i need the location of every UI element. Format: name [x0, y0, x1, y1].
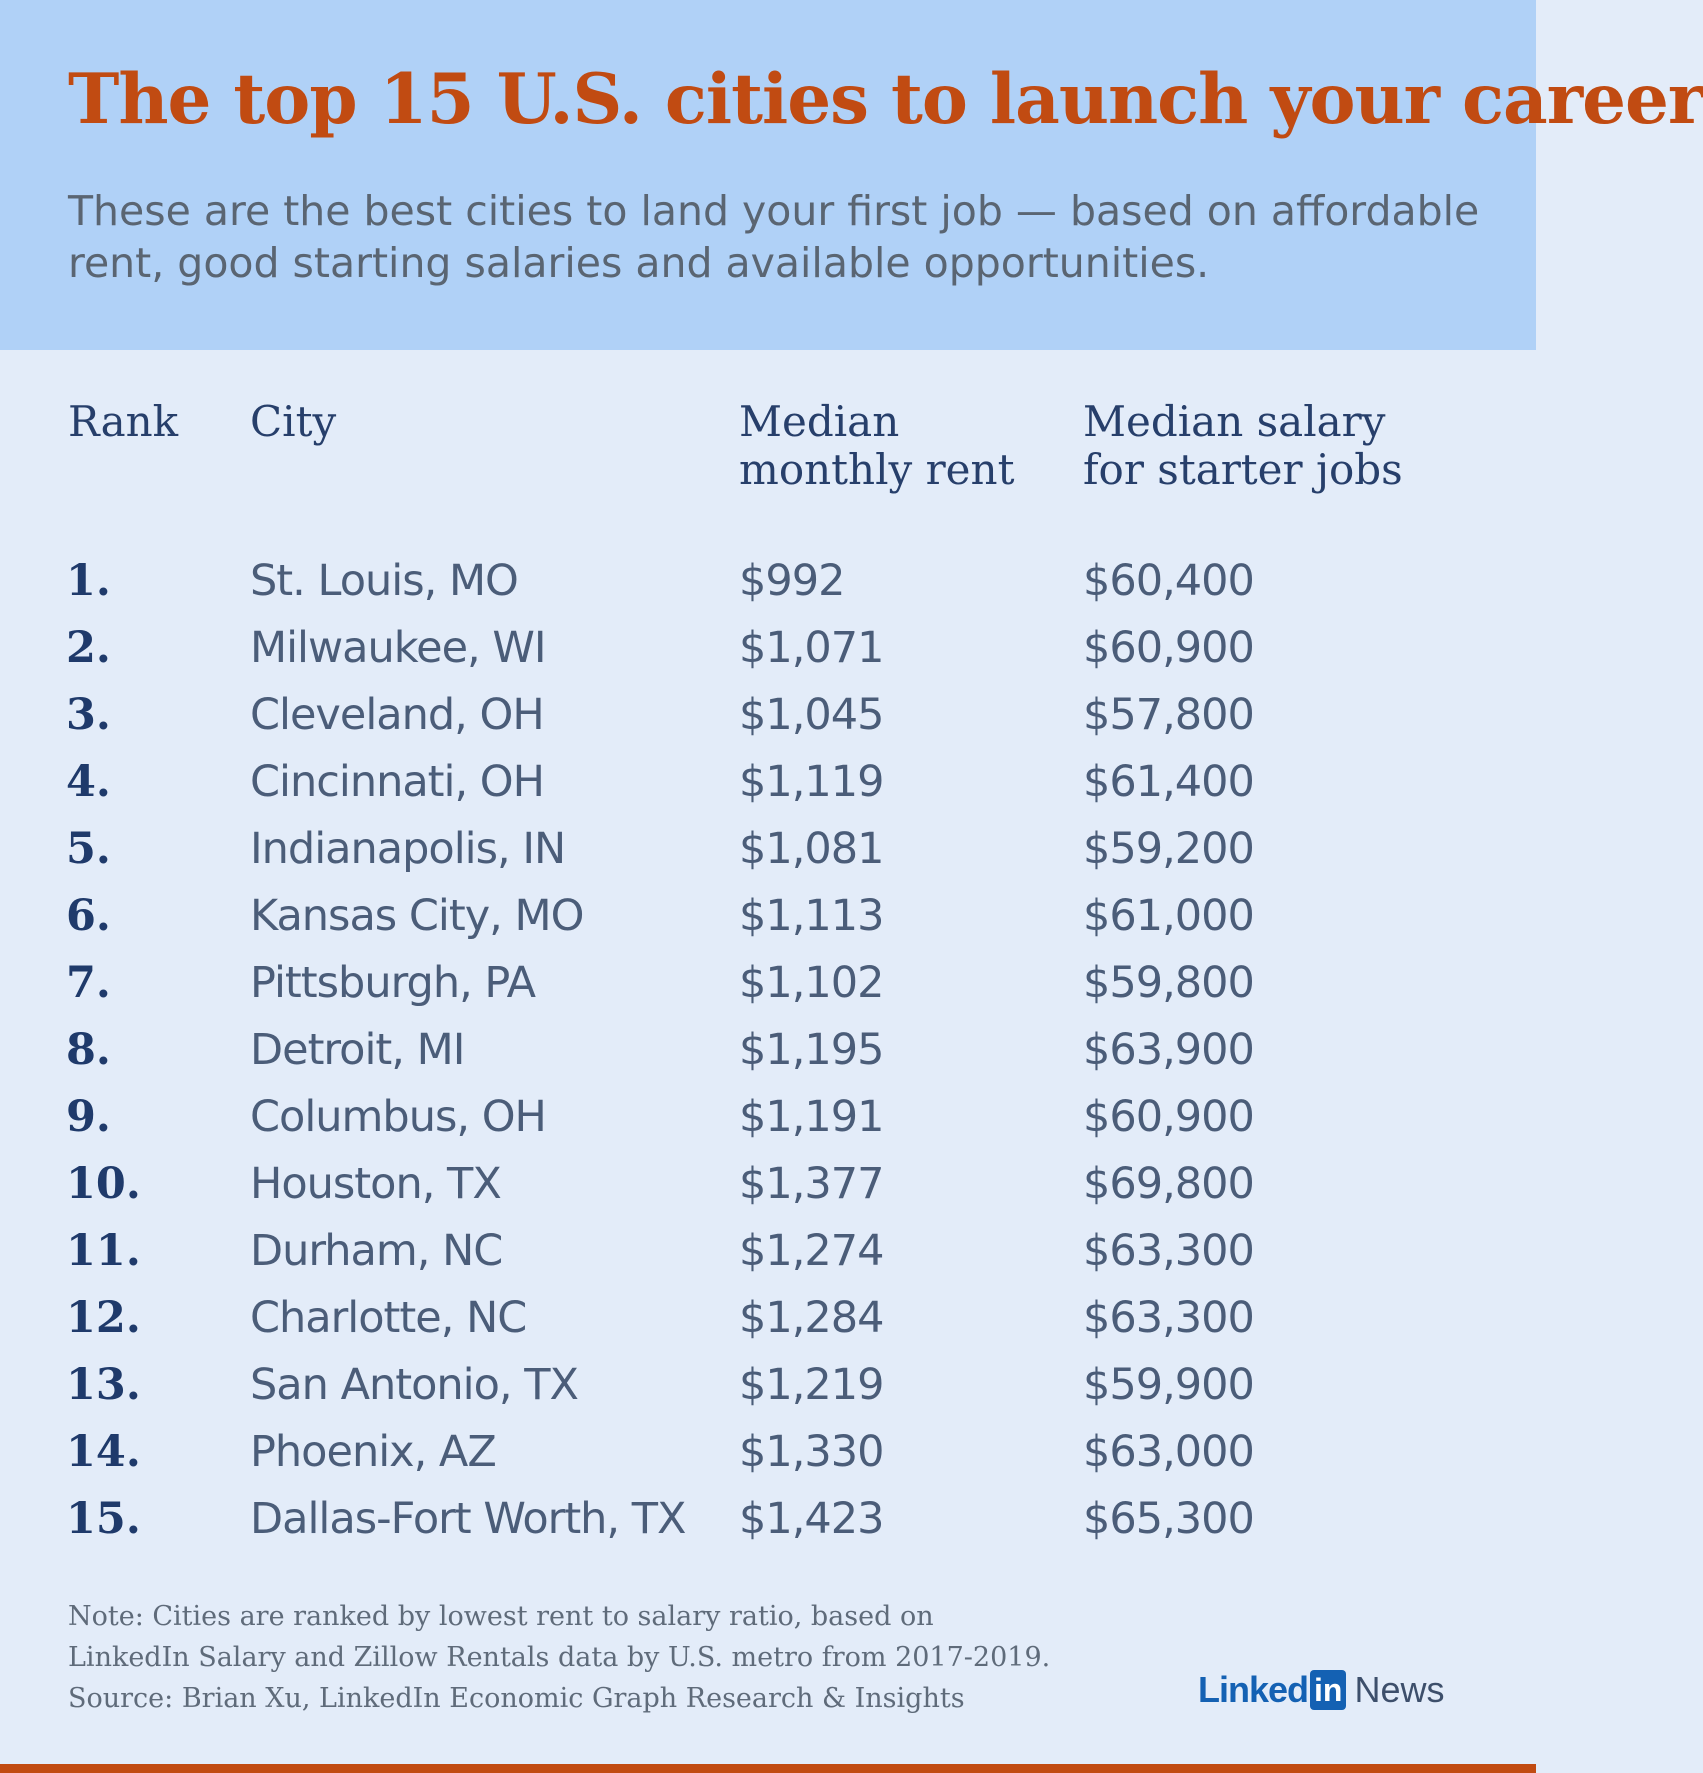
rent-cell: $1,284 [739, 1293, 884, 1343]
salary-cell: $57,800 [1083, 690, 1254, 740]
rank-cell: 8. [66, 1025, 111, 1075]
table-body [0, 548, 1536, 1553]
source-note-line: Source: Brian Xu, LinkedIn Economic Graph Research & Insights [68, 1683, 965, 1714]
rent-cell: $1,274 [739, 1226, 884, 1276]
salary-cell: $63,300 [1083, 1293, 1254, 1343]
city-cell: Milwaukee, WI [250, 623, 546, 673]
column-header-rent [739, 398, 1014, 494]
table-row [0, 816, 1536, 883]
accent-bar [0, 1764, 1536, 1773]
table-row [0, 1352, 1536, 1419]
column-header-salary [1083, 398, 1403, 494]
table-row [0, 883, 1536, 950]
header-banner [0, 0, 1703, 350]
table-row [0, 1151, 1536, 1218]
city-cell: Cleveland, OH [250, 690, 544, 740]
city-cell: Indianapolis, IN [250, 824, 566, 874]
rank-cell: 5. [66, 824, 111, 874]
column-header-rank: Rank [68, 397, 179, 446]
rent-cell: $1,045 [739, 690, 884, 740]
linkedin-in-icon: in [1310, 1670, 1346, 1710]
rent-cell: $1,102 [739, 958, 884, 1008]
rent-cell: $1,113 [739, 891, 884, 941]
city-cell: St. Louis, MO [250, 556, 518, 606]
city-cell: Phoenix, AZ [250, 1427, 496, 1477]
salary-cell: $60,900 [1083, 623, 1254, 673]
table-row [0, 1218, 1536, 1285]
rent-cell: $1,081 [739, 824, 884, 874]
city-cell: Cincinnati, OH [250, 757, 544, 807]
table-row [0, 950, 1536, 1017]
source-note-line: LinkedIn Salary and Zillow Rentals data by U.S. metro from 2017-2019. [68, 1642, 1051, 1673]
rent-cell: $1,219 [739, 1360, 884, 1410]
table-row [0, 1419, 1536, 1486]
rent-cell: $1,195 [739, 1025, 884, 1075]
rent-cell: $1,377 [739, 1159, 884, 1209]
rent-cell: $1,191 [739, 1092, 884, 1142]
city-cell: Kansas City, MO [250, 891, 584, 941]
table-row [0, 548, 1536, 615]
rent-cell: $992 [739, 556, 845, 606]
table-row [0, 615, 1536, 682]
source-note [68, 1596, 1168, 1719]
salary-cell: $60,400 [1083, 556, 1254, 606]
rank-cell: 2. [66, 623, 111, 673]
table-row [0, 1017, 1536, 1084]
rent-cell: $1,071 [739, 623, 884, 673]
rank-cell: 7. [66, 958, 111, 1008]
rank-cell: 11. [66, 1226, 141, 1276]
page-subtitle: These are the best cities to land your first job — based on affordable rent, good starting salaries and available opportunities. [68, 187, 1480, 287]
linkedin-news-logo [1198, 1668, 1444, 1712]
rank-cell: 1. [66, 556, 111, 606]
salary-cell: $59,900 [1083, 1360, 1254, 1410]
salary-cell: $61,000 [1083, 891, 1254, 941]
rank-cell: 6. [66, 891, 111, 941]
rank-cell: 10. [66, 1159, 141, 1209]
column-header-rent-line2: monthly rent [739, 445, 1015, 494]
salary-cell: $61,400 [1083, 757, 1254, 807]
rent-cell: $1,119 [739, 757, 884, 807]
salary-cell: $63,900 [1083, 1025, 1254, 1075]
source-note-line: Note: Cities are ranked by lowest rent to salary ratio, based on [68, 1601, 934, 1632]
city-cell: San Antonio, TX [250, 1360, 578, 1410]
table-row [0, 1486, 1536, 1553]
city-cell: Charlotte, NC [250, 1293, 527, 1343]
column-header-salary-line2: for starter jobs [1083, 445, 1403, 494]
column-header-city: City [250, 397, 337, 446]
logo-linked-text: Linked [1198, 1669, 1309, 1710]
city-cell: Pittsburgh, PA [250, 958, 536, 1008]
rank-cell: 12. [66, 1293, 141, 1343]
rank-cell: 9. [66, 1092, 111, 1142]
table-row [0, 682, 1536, 749]
column-header-salary-line1: Median salary [1083, 397, 1386, 446]
table-row [0, 1285, 1536, 1352]
city-cell: Detroit, MI [250, 1025, 465, 1075]
salary-cell: $59,200 [1083, 824, 1254, 874]
city-cell: Durham, NC [250, 1226, 503, 1276]
city-cell: Columbus, OH [250, 1092, 546, 1142]
salary-cell: $60,900 [1083, 1092, 1254, 1142]
salary-cell: $63,300 [1083, 1226, 1254, 1276]
rent-cell: $1,330 [739, 1427, 884, 1477]
rank-cell: 3. [66, 690, 111, 740]
rent-cell: $1,423 [739, 1494, 884, 1544]
city-cell: Houston, TX [250, 1159, 501, 1209]
page-title: The top 15 U.S. cities to launch your career [68, 59, 1703, 140]
salary-cell: $69,800 [1083, 1159, 1254, 1209]
table-row [0, 1084, 1536, 1151]
salary-cell: $59,800 [1083, 958, 1254, 1008]
table-row [0, 749, 1536, 816]
rank-cell: 4. [66, 757, 111, 807]
rank-cell: 13. [66, 1360, 141, 1410]
column-header-rent-line1: Median [739, 397, 900, 446]
rank-cell: 14. [66, 1427, 141, 1477]
salary-cell: $63,000 [1083, 1427, 1254, 1477]
logo-news-text: News [1354, 1669, 1445, 1710]
city-cell: Dallas-Fort Worth, TX [250, 1494, 686, 1544]
salary-cell: $65,300 [1083, 1494, 1254, 1544]
rank-cell: 15. [66, 1494, 141, 1544]
